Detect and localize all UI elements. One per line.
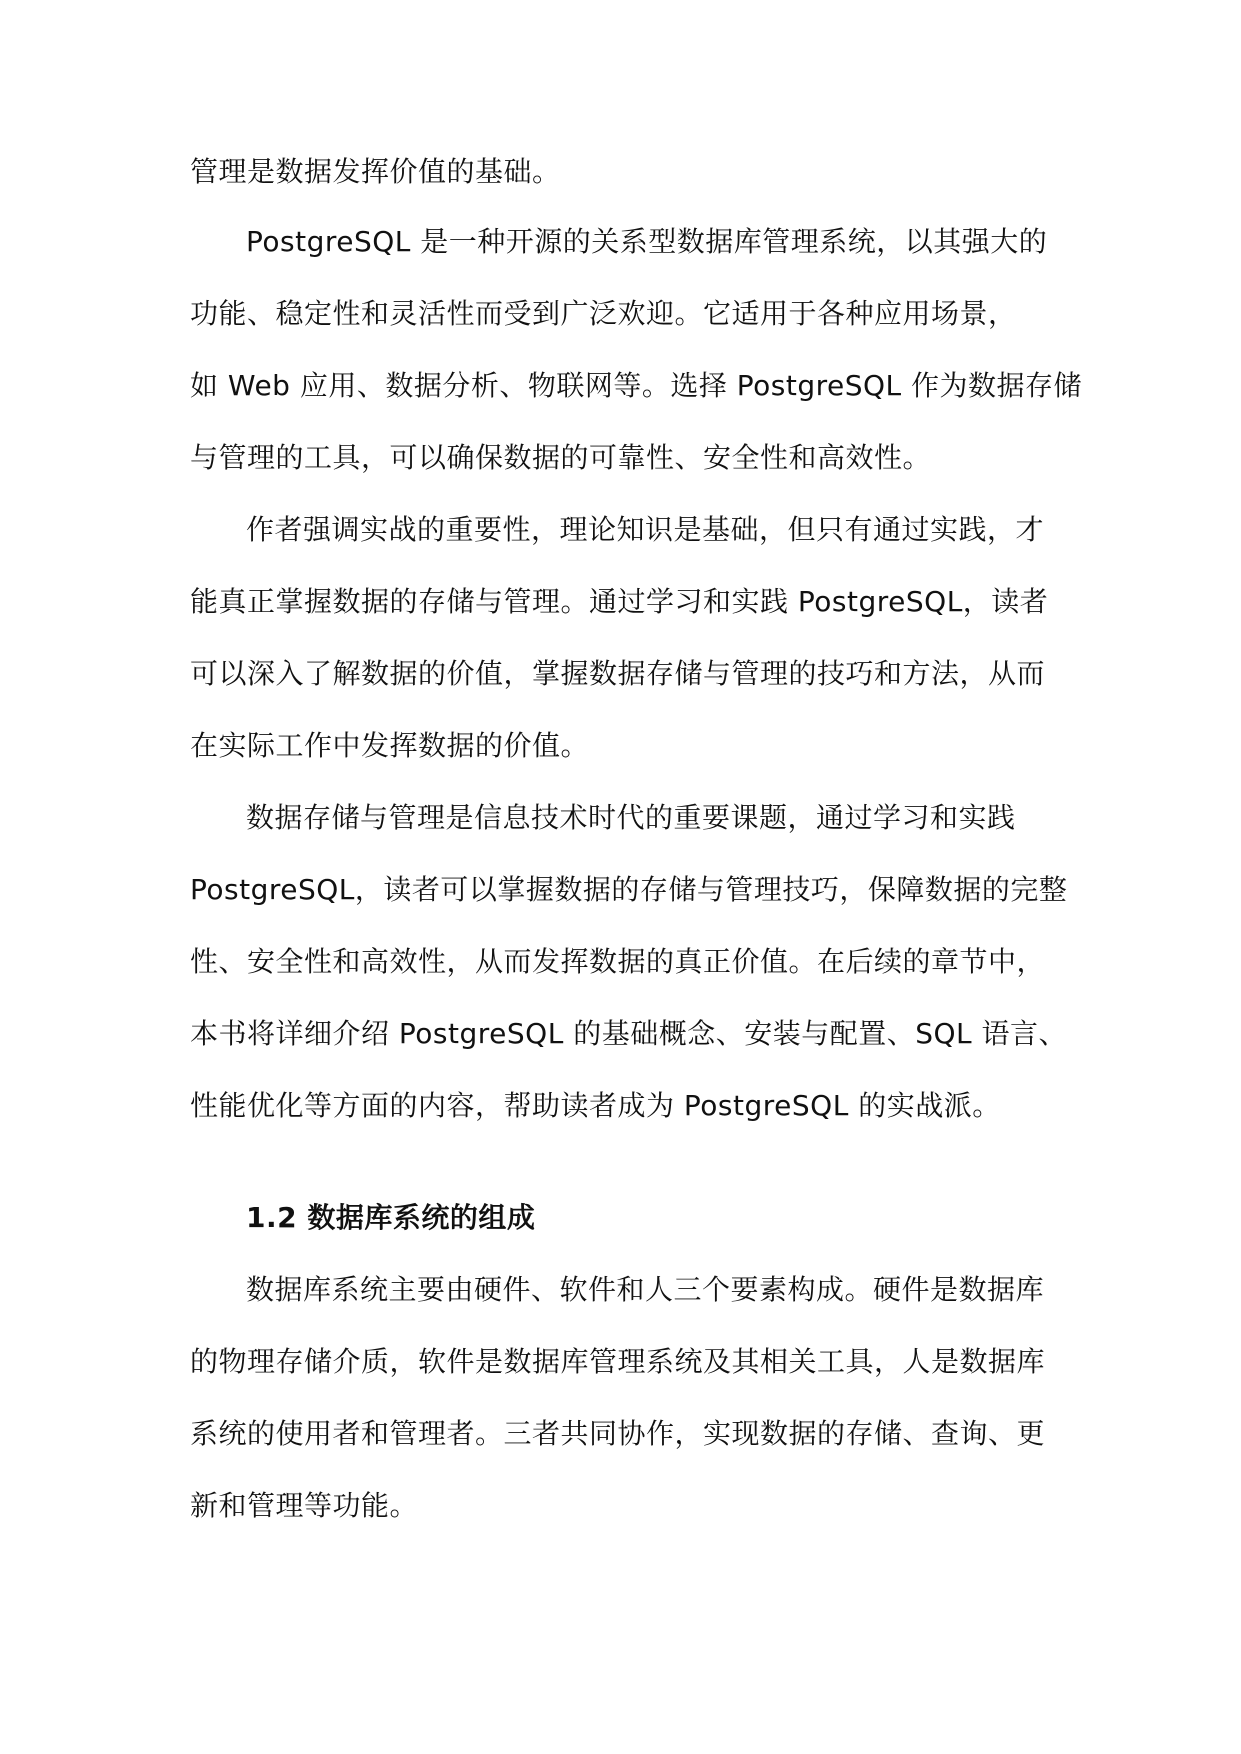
text-line: 管理是数据发挥价值的基础。 (190, 155, 561, 188)
paragraph-first-line: PostgreSQL 是一种开源的关系型数据库管理系统，以其强大的 (246, 225, 1048, 258)
section-heading: 1.2 数据库系统的组成 (246, 1201, 536, 1234)
paragraph-first-line: 数据存储与管理是信息技术时代的重要课题，通过学习和实践 (246, 801, 1016, 834)
text-line: 性、安全性和高效性，从而发挥数据的真正价值。在后续的章节中， (190, 945, 1046, 978)
text-line: 可以深入了解数据的价值，掌握数据存储与管理的技巧和方法，从而 (190, 657, 1046, 690)
text-line: 性能优化等方面的内容，帮助读者成为 PostgreSQL 的实战派。 (190, 1089, 1001, 1122)
text-line: 功能、稳定性和灵活性而受到广泛欢迎。它适用于各种应用场景， (190, 297, 1017, 330)
text-line: 本书将详细介绍 PostgreSQL 的基础概念、安装与配置、SQL 语言、 (190, 1017, 1068, 1050)
text-line: PostgreSQL，读者可以掌握数据的存储与管理技巧，保障数据的完整 (190, 873, 1068, 906)
text-line: 系统的使用者和管理者。三者共同协作，实现数据的存储、查询、更 (190, 1417, 1046, 1450)
text-line: 新和管理等功能。 (190, 1489, 419, 1522)
text-line: 能真正掌握数据的存储与管理。通过学习和实践 PostgreSQL，读者 (190, 585, 1049, 618)
text-line: 与管理的工具，可以确保数据的可靠性、安全性和高效性。 (190, 441, 932, 474)
paragraph-first-line: 作者强调实战的重要性，理论知识是基础，但只有通过实践，才 (246, 513, 1045, 546)
text-line: 如 Web 应用、数据分析、物联网等。选择 PostgreSQL 作为数据存储 (190, 369, 1083, 402)
text-line: 的物理存储介质，软件是数据库管理系统及其相关工具，人是数据库 (190, 1345, 1046, 1378)
paragraph-first-line: 数据库系统主要由硬件、软件和人三个要素构成。硬件是数据库 (246, 1273, 1045, 1306)
text-line: 在实际工作中发挥数据的价值。 (190, 729, 590, 762)
